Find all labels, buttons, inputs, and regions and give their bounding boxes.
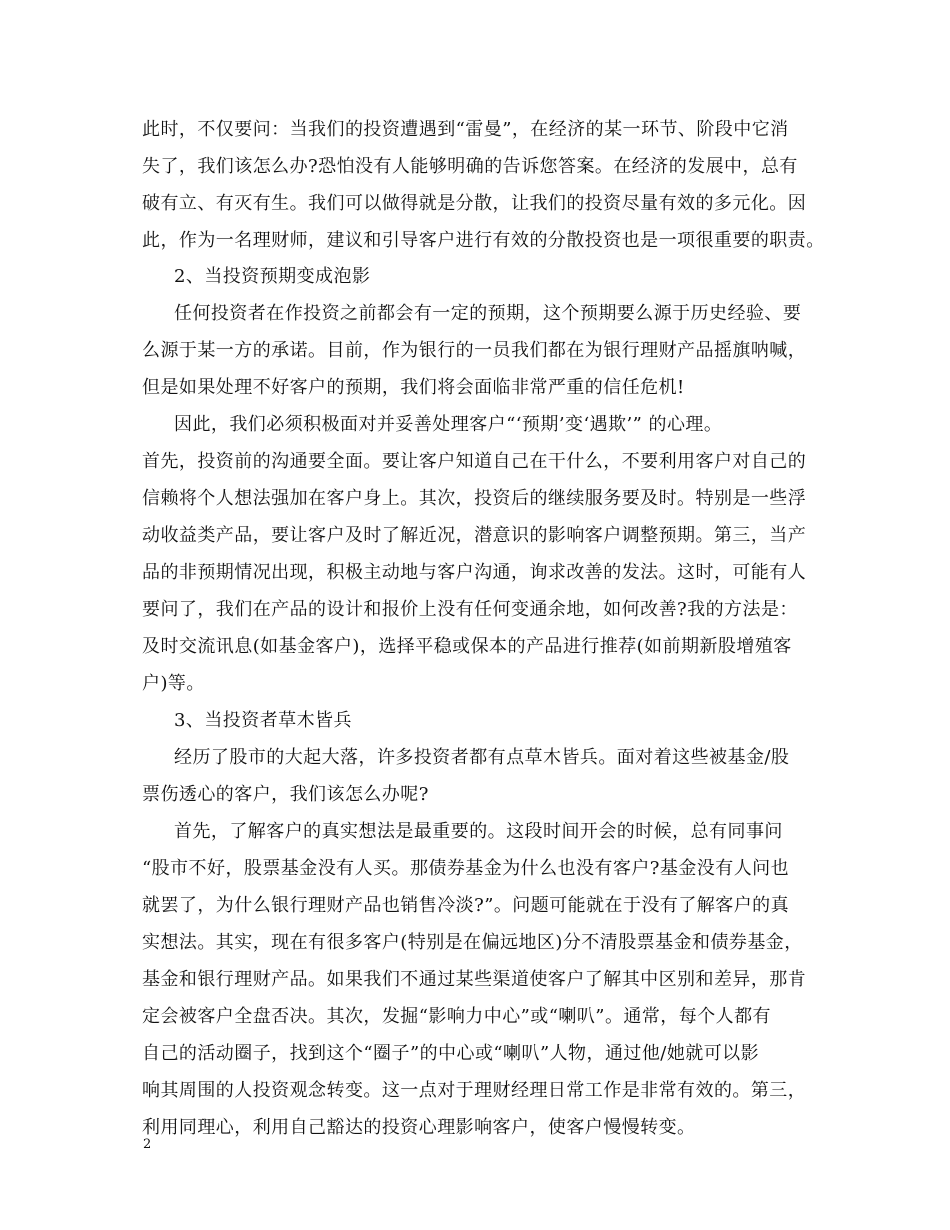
text-line: 要问了，我们在产品的设计和报价上没有任何变通余地，如何改善?我的方法是： bbox=[142, 599, 798, 620]
text-line: 但是如果处理不好客户的预期，我们将会面临非常严重的信任危机! bbox=[142, 377, 685, 398]
text-line: 定会被客户全盘否决。其次，发掘“影响力中心”或“喇叭”。通常，每个人都有 bbox=[142, 1006, 772, 1027]
section-heading: 3、当投资者草木皆兵 bbox=[174, 710, 352, 731]
text-line: 户)等。 bbox=[142, 673, 205, 694]
page-number: 2 bbox=[143, 1137, 152, 1152]
section-heading: 2、当投资预期变成泡影 bbox=[174, 266, 371, 287]
text-line: 信赖将个人想法强加在客户身上。其次，投资后的继续服务要及时。特别是一些浮 bbox=[142, 488, 807, 509]
text-line: 首先，投资前的沟通要全面。要让客户知道自己在干什么，不要利用客户对自己的 bbox=[142, 451, 807, 472]
text-line: 票伤透心的客户，我们该怎么办呢? bbox=[142, 784, 429, 805]
text-line: 因此，我们必须积极面对并妥善处理客户“‘预期’变‘遇欺’” 的心理。 bbox=[174, 414, 723, 435]
text-line: 动收益类产品，要让客户及时了解近况，潜意识的影响客户调整预期。第三，当产 bbox=[142, 525, 807, 546]
text-line: 经历了股市的大起大落，许多投资者都有点草木皆兵。面对着这些被基金/股 bbox=[174, 747, 790, 768]
text-line: 基金和银行理财产品。如果我们不通过某些渠道使客户了解其中区别和差异，那肯 bbox=[142, 969, 807, 990]
text-line: 实想法。其实，现在有很多客户(特别是在偏远地区)分不清股票基金和债券基金， bbox=[142, 932, 803, 953]
text-line: 及时交流讯息(如基金客户)，选择平稳或保本的产品进行推荐(如前期新股增殖客 bbox=[142, 636, 792, 657]
text-line: “股市不好，股票基金没有人买。那债券基金为什么也没有客户?基金没有人问也 bbox=[142, 858, 790, 879]
text-line: 么源于某一方的承诺。目前，作为银行的一员我们都在为银行理财产品摇旗呐喊， bbox=[142, 340, 807, 361]
text-line: 响其周围的人投资观念转变。这一点对于理财经理日常工作是非常有效的。第三， bbox=[142, 1080, 807, 1101]
text-line: 此，作为一名理财师，建议和引导客户进行有效的分散投资也是一项很重要的职责。 bbox=[142, 230, 825, 251]
text-line: 利用同理心，利用自己豁达的投资心理影响客户，使客户慢慢转变。 bbox=[142, 1117, 696, 1138]
text-line: 就罢了，为什么银行理财产品也销售冷淡?”。问题可能就在于没有了解客户的真 bbox=[142, 895, 790, 916]
text-line: 破有立、有灭有生。我们可以做得就是分散，让我们的投资尽量有效的多元化。因 bbox=[142, 193, 807, 214]
text-line: 此时，不仅要问：当我们的投资遭遇到“雷曼”，在经济的某一环节、阶段中它消 bbox=[142, 119, 789, 140]
text-line: 失了，我们该怎么办?恐怕没有人能够明确的告诉您答案。在经济的发展中，总有 bbox=[142, 156, 798, 177]
text-line: 品的非预期情况出现，积极主动地与客户沟通，询求改善的发法。这时，可能有人 bbox=[142, 562, 807, 583]
text-line: 任何投资者在作投资之前都会有一定的预期，这个预期要么源于历史经验、要 bbox=[174, 303, 802, 324]
text-line: 自己的活动圈子，找到这个“圈子”的中心或“喇叭”人物，通过他/她就可以影 bbox=[142, 1043, 760, 1064]
text-line: 首先，了解客户的真实想法是最重要的。这段时间开会的时候，总有同事问 bbox=[174, 821, 783, 842]
